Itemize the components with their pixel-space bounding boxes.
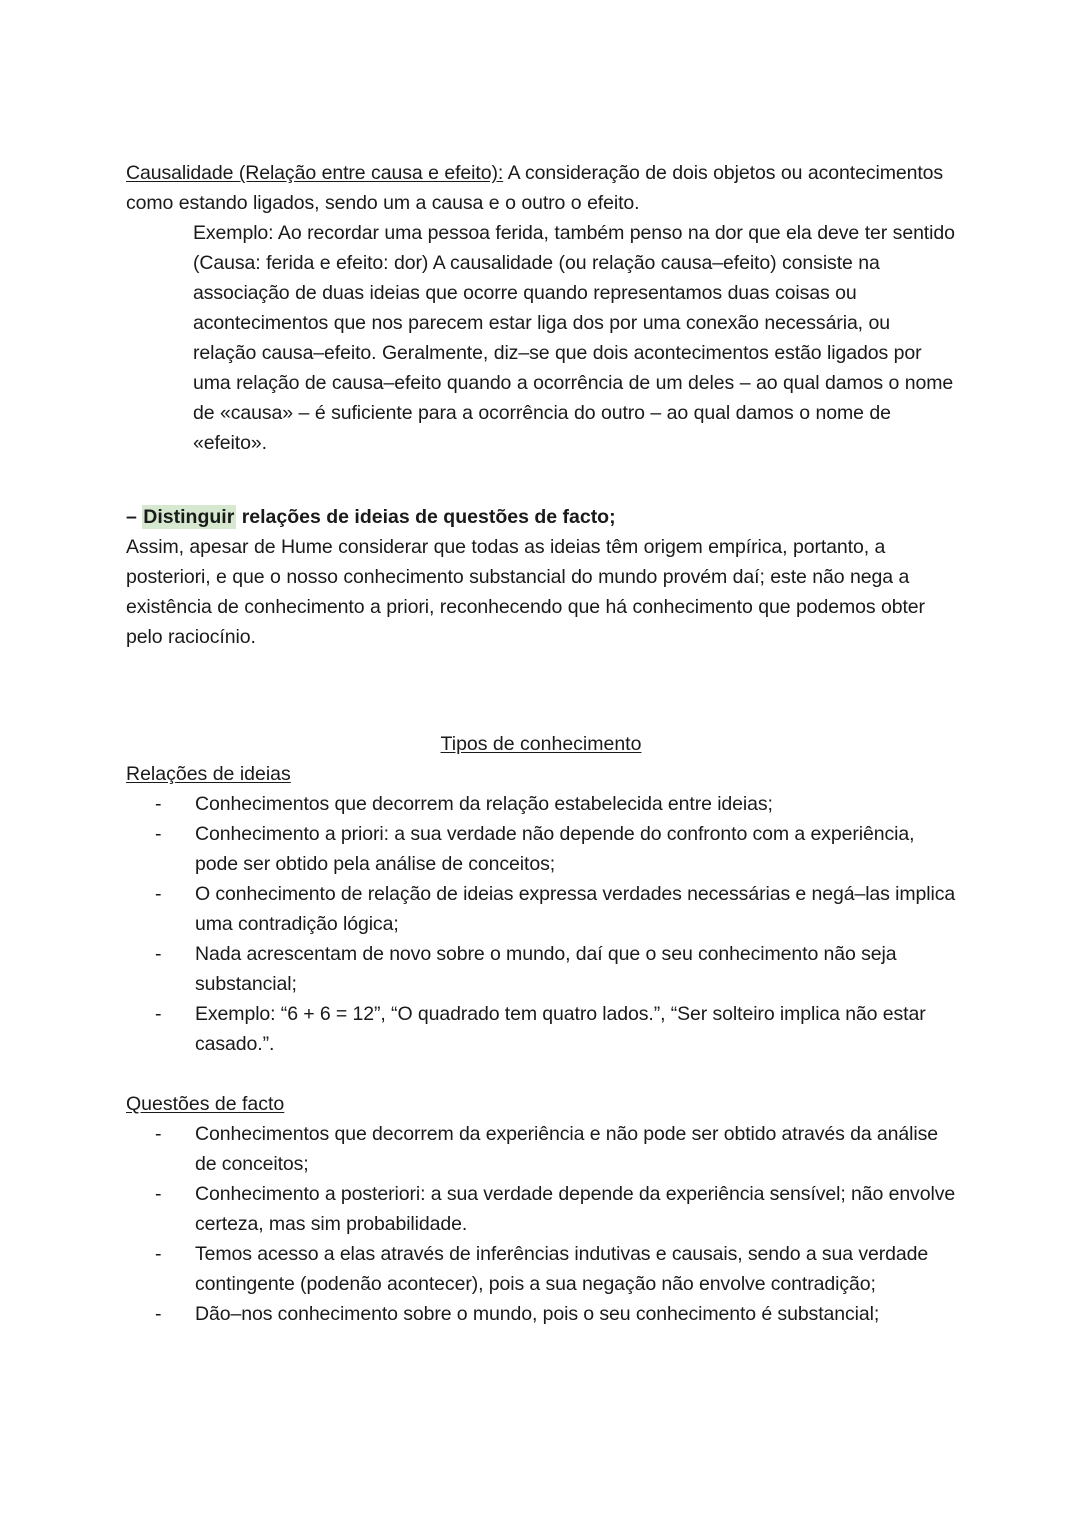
list-item-text: Temos acesso a elas através de inferências indutivas e causais, sendo a sua verdade contingente (podenão acontecer), pois a sua negação não envolve contradição;	[195, 1243, 929, 1295]
list-item-text: O conhecimento de relação de ideias expressa verdades necessárias e negá–las implica uma contradição lógica;	[195, 883, 956, 935]
document-content	[126, 158, 956, 1329]
list-item	[126, 939, 956, 999]
list-item-text: Conhecimento a posteriori: a sua verdade depende da experiência sensível; não envolve certeza, mas sim probabilidade.	[195, 1183, 956, 1235]
dash-marker: -	[155, 823, 162, 845]
relacoes-de-ideias-list	[126, 789, 956, 1059]
questoes-de-facto-heading	[126, 1089, 956, 1119]
dash-marker: -	[155, 1303, 162, 1325]
causalidade-example-block	[193, 218, 955, 458]
spacer	[126, 652, 956, 729]
tipos-title-text: Tipos de conhecimento	[440, 733, 642, 755]
dash-marker: -	[155, 943, 162, 965]
list-item	[126, 879, 956, 939]
distinguir-rest: relações de ideias de questões de facto;	[236, 506, 616, 528]
list-item-text: Conhecimento a priori: a sua verdade não depende do confronto com a experiência, pode ser obtido pela análise de conceitos;	[195, 823, 915, 875]
list-item-text: Exemplo: “6 + 6 = 12”, “O quadrado tem quatro lados.”, “Ser solteiro implica não estar casado.”.	[195, 1003, 926, 1055]
relacoes-de-ideias-heading	[126, 759, 956, 789]
causalidade-term: Causalidade (Relação entre causa e efeito):	[126, 162, 504, 184]
list-item	[126, 1239, 956, 1299]
questoes-de-facto-list	[126, 1119, 956, 1329]
distinguir-paragraph: Assim, apesar de Hume considerar que todas as ideias têm origem empírica, portanto, a posteriori, e que o nosso conhecimento substancial do mundo provém daí; este não nega a existência de conhecimento a priori, reconhecendo que há conhecimento que podemos obter pelo raciocínio.	[126, 536, 925, 648]
spacer	[126, 458, 956, 502]
list-item-text: Nada acrescentam de novo sobre o mundo, daí que o seu conhecimento não seja substancial;	[195, 943, 897, 995]
dash-marker: -	[155, 1243, 162, 1265]
distinguir-heading	[126, 502, 956, 532]
questoes-heading-text: Questões de facto	[126, 1093, 285, 1115]
list-item	[126, 999, 956, 1059]
list-item	[126, 1179, 956, 1239]
distinguir-highlighted-word: Distinguir	[143, 506, 235, 528]
dash-marker: -	[155, 1183, 162, 1205]
tipos-de-conhecimento-title	[126, 729, 956, 759]
distinguir-dash: –	[126, 506, 137, 528]
spacer	[126, 1059, 956, 1089]
dash-marker: -	[155, 883, 162, 905]
list-item-text: Dão–nos conhecimento sobre o mundo, pois o seu conhecimento é substancial;	[195, 1303, 880, 1325]
causalidade-example: Exemplo: Ao recordar uma pessoa ferida, também penso na dor que ela deve ter sentido (Causa: ferida e efeito: dor) A causalidade (ou relação causa–efeito) consiste na associação de duas ideias que ocorre quando representamos duas coisas ou acontecimentos que nos parecem estar liga dos por uma conexão necessária, ou relação causa–efeito. Geralmente, diz–se que dois acontecimentos estão ligados por uma relação de causa–efeito quando a ocorrência de um deles – ao qual damos o nome de «causa» – é suficiente para a ocorrência do outro – ao qual damos o nome de «efeito».	[193, 222, 955, 454]
list-item	[126, 819, 956, 879]
dash-marker: -	[155, 793, 162, 815]
list-item	[126, 789, 956, 819]
list-item	[126, 1119, 956, 1179]
dash-marker: -	[155, 1003, 162, 1025]
causalidade-definition: A consideração de dois objetos ou acontecimentos como estando ligados, sendo um a causa e o outro o efeito.	[126, 162, 944, 214]
list-item-text: Conhecimentos que decorrem da relação estabelecida entre ideias;	[195, 793, 773, 815]
causalidade-paragraph	[126, 158, 956, 218]
relacoes-heading-text: Relações de ideias	[126, 763, 291, 785]
dash-marker: -	[155, 1123, 162, 1145]
list-item	[126, 1299, 956, 1329]
list-item-text: Conhecimentos que decorrem da experiência e não pode ser obtido através da análise de conceitos;	[195, 1123, 939, 1175]
